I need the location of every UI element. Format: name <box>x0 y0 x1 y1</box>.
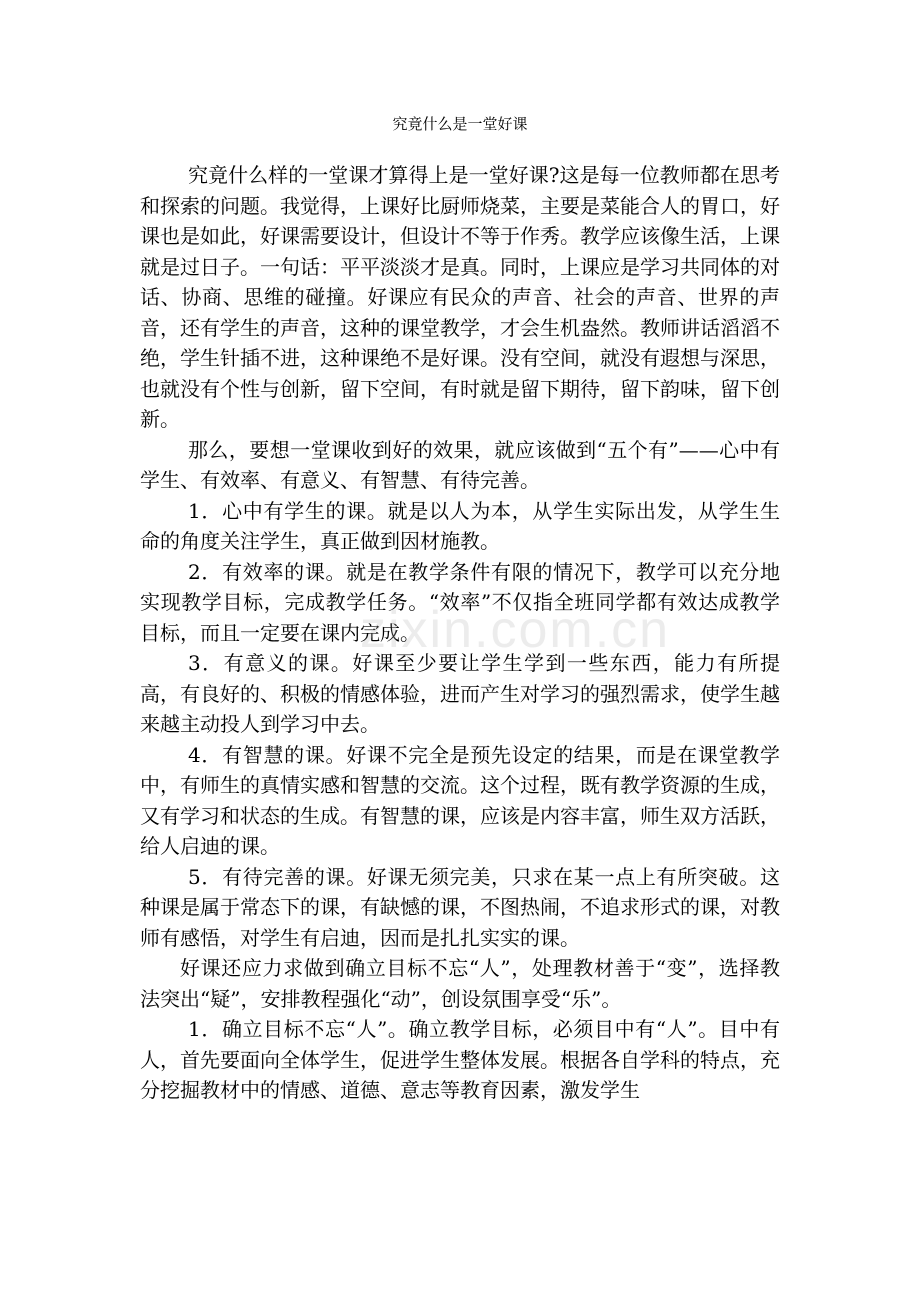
paragraph-five-haves: 那么，要想一堂课收到好的效果，就应该做到“五个有”——心中有学生、有效率、有意义、有智慧、有待完善。 <box>140 437 780 492</box>
document-title: 究竟什么是一堂好课 <box>392 115 528 133</box>
document-body <box>140 160 780 1106</box>
paragraph-item-5: 5．有待完善的课。好课无须完美，只求在某一点上有所突破。这种课是属于常态下的课，有缺憾的课，不图热闹，不追求形式的课，对教师有感悟，对学生有启迪，因而是扎扎实实的课。 <box>140 864 780 950</box>
paragraph-item-1: 1．心中有学生的课。就是以人为本，从学生实际出发，从学生生命的角度关注学生，真正做到因材施教。 <box>140 498 780 553</box>
watermark: zixin.com.cn <box>360 601 671 659</box>
paragraph-goal-1: 1．确立目标不忘“人”。确立教学目标，必须目中有“人”。目中有人，首先要面向全体学生，促进学生整体发展。根据各自学科的特点，充分挖掘教材中的情感、道德、意志等教育因素，激发学生 <box>140 1017 780 1102</box>
paragraph-item-2: 2．有效率的课。就是在教学条件有限的情况下，教学可以充分地实现教学目标，完成教学任务。“效率”不仅指全班同学都有效达成教学目标，而且一定要在课内完成。 <box>140 559 780 645</box>
paragraph-item-4: 4．有智慧的课。好课不完全是预先设定的结果，而是在课堂教学中，有师生的真情实感和智慧的交流。这个过程，既有教学资源的生成，又有学习和状态的生成。有智慧的课，应该是内容丰富，师生双方活跃，给人启迪的课。 <box>140 742 780 858</box>
paragraph-intro: 究竟什么样的一堂课才算得上是一堂好课?这是每一位教师都在思考和探索的问题。我觉得，上课好比厨师烧菜，主要是菜能合人的胃口，好课也是如此，好课需要设计，但设计不等于作秀。教学应该像生活，上课就是过日子。一句话：平平淡淡才是真。同时，上课应是学习共同体的对话、协商、思维的碰撞。好课应有民众的声音、社会的声音、世界的声音，还有学生的声音，这种的课堂教学，才会生机盎然。教师讲话滔滔不绝，学生针插不进，这种课绝不是好课。没有空间，就没有遐想与深思，也就没有个性与创新，留下空间，有时就是留下期待，留下韵味，留下创新。 <box>140 163 780 431</box>
paragraph-good-lesson: 好课还应力求做到确立目标不忘“人”，处理教材善于“变”，选择教法突出“疑”，安排教程强化“动”，创设氛围享受“乐”。 <box>140 956 780 1011</box>
paragraph-item-3: 3．有意义的课。好课至少要让学生学到一些东西，能力有所提高，有良好的、积极的情感体验，进而产生对学习的强烈需求，使学生越来越主动投人到学习中去。 <box>140 651 780 736</box>
